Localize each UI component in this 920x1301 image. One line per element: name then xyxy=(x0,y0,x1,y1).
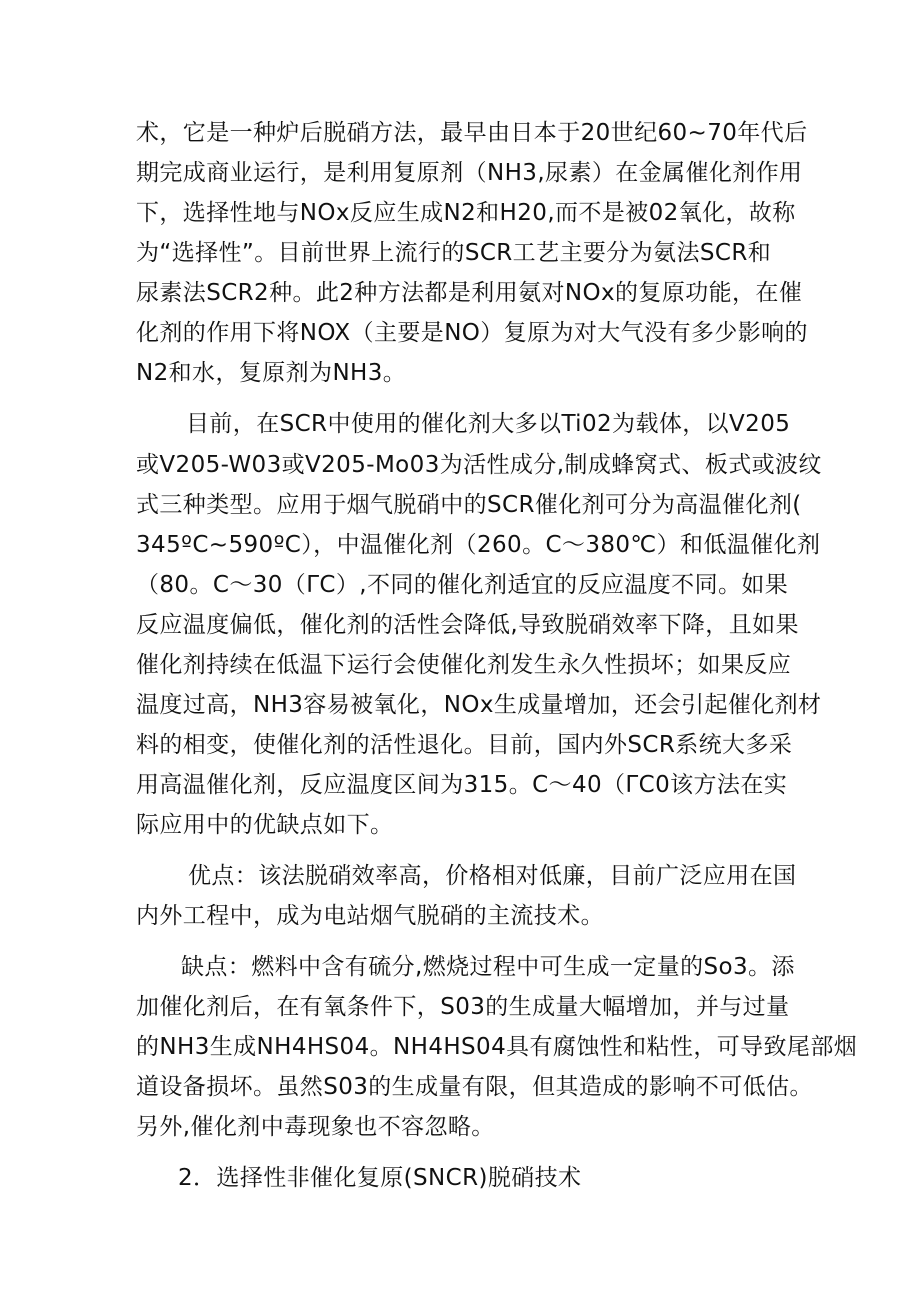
paragraph-1-line-5: 尿素法SCR2种。此2种方法都是利用氨对NOx的复原功能，在催 xyxy=(136,280,803,306)
disadvantages-line-5: 另外,催化剂中毒现象也不容忽略。 xyxy=(136,1114,495,1140)
disadvantages-line-3: 的NH3生成NH4HS04。NH4HS04具有腐蚀性和粘性，可导致尾部烟 xyxy=(136,1034,858,1060)
disadvantages-line-2: 加催化剂后，在有氧条件下，S03的生成量大幅增加，并与过量 xyxy=(136,994,790,1020)
paragraph-1-line-3: 下，选择性地与NOx反应生成N2和H20,而不是被02氧化，故称 xyxy=(136,200,796,226)
paragraph-2-line-4: 345ºC~590ºC），中温催化剂（260。C～380℃）和低温催化剂 xyxy=(136,532,821,558)
paragraph-1-line-7: N2和水，复原剂为NH3。 xyxy=(136,360,407,386)
paragraph-2-line-5: （80。C～30（ΓC）,不同的催化剂适宜的反应温度不同。如果 xyxy=(136,572,789,598)
paragraph-2-line-3: 式三种类型。应用于烟气脱硝中的SCR催化剂可分为高温催化剂( xyxy=(136,492,802,518)
paragraph-1-line-4: 为“选择性”。目前世界上流行的SCR工艺主要分为氨法SCR和 xyxy=(136,240,772,266)
disadvantages-line-1: 缺点：燃料中含有硫分,燃烧过程中可生成一定量的So3。添 xyxy=(181,954,795,980)
section-heading: 2．选择性非催化复原(SNCR)脱硝技术 xyxy=(178,1165,582,1191)
disadvantages-line-4: 道设备损坏。虽然S03的生成量有限，但其造成的影响不可低估。 xyxy=(136,1074,813,1100)
paragraph-2-line-9: 料的相变，使催化剂的活性退化。目前，国内外SCR系统大多采 xyxy=(136,732,793,758)
paragraph-1-line-2: 期完成商业运行，是利用复原剂（NH3,尿素）在金属催化剂作用 xyxy=(136,160,803,186)
paragraph-1-line-6: 化剂的作用下将NOX（主要是NO）复原为对大气没有多少影响的 xyxy=(136,320,808,346)
advantages-line-2: 内外工程中，成为电站烟气脱硝的主流技术。 xyxy=(136,903,604,929)
paragraph-2-line-10: 用高温催化剂，反应温度区间为315。C～40（ΓC0该方法在实 xyxy=(136,772,788,798)
paragraph-2-line-11: 际应用中的优缺点如下。 xyxy=(136,812,394,838)
paragraph-2-line-6: 反应温度偏低，催化剂的活性会降低,导致脱硝效率下降，且如果 xyxy=(136,612,799,638)
paragraph-2-line-2: 或V205-W03或V205-Mo03为活性成分,制成蜂窝式、板式或波纹 xyxy=(136,452,822,478)
advantages-line-1: 优点：该法脱硝效率高，价格相对低廉，目前广泛应用在国 xyxy=(188,863,797,889)
paragraph-1-line-1: 术，它是一种炉后脱硝方法，最早由日本于20世纪60~70年代后 xyxy=(136,120,808,146)
paragraph-2-line-8: 温度过高，NH3容易被氧化，NOx生成量增加，还会引起催化剂材 xyxy=(136,692,822,718)
paragraph-2-line-7: 催化剂持续在低温下运行会使催化剂发生永久性损坏；如果反应 xyxy=(136,652,792,678)
paragraph-2-line-1: 目前，在SCR中使用的催化剂大多以Ti02为载体，以V205 xyxy=(186,411,791,437)
